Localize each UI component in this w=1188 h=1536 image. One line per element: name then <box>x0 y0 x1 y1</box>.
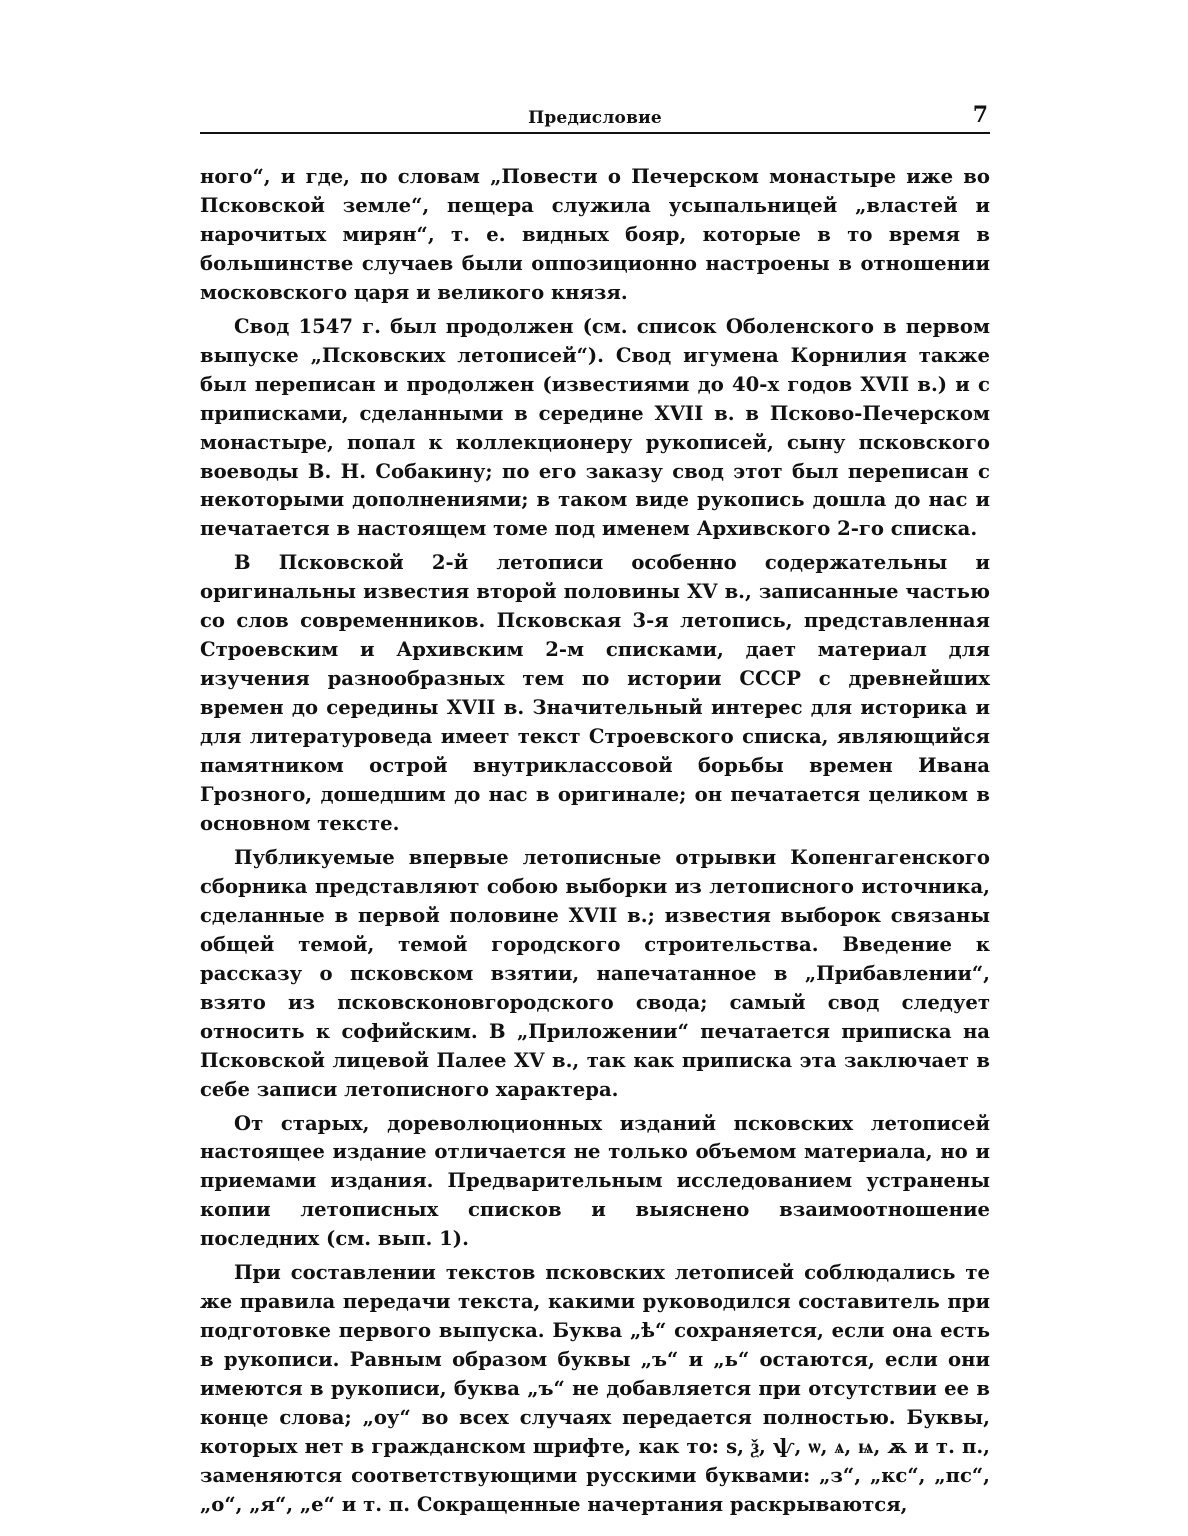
paragraph-continuation: ного“, и где, по словам „Повести о Печерском монастыре иже во Псковской земле“, пещера служила усыпальницей „властей и нарочитых мирян“, т. е. видных бояр, которые в то время в большинстве случаев были оппозиционно настроены в отношении московского царя и великого князя. <box>200 165 990 304</box>
paragraph-svod-1547: Свод 1547 г. был продолжен (см. список Оболенского в первом выпуске „Псковских летописей“). Свод игумена Корнилия также был переписан и продолжен (известиями до 40-х годов XVII в.) и с приписками, сделанными в середине XVII в. в Псково-Печерском монастыре, попал к коллекционеру рукописей, сыну псковского воеводы В. Н. Собакину; по его заказу свод этот был переписан с некоторыми дополнениями; в таком виде рукопись дошла до нас и печатается в настоящем томе под именем Архивского 2-го списка. <box>200 314 990 541</box>
paragraph-transcription-rules: При составлении текстов псковских летописей соблюдались те же правила передачи текста, какими руководился составитель при подготовке первого выпуска. Буква „ѣ“ сохраняется, если она есть в рукописи. Равным образом буквы „ъ“ и „ь“ остаются, если они имеются в рукописи, буква „ъ“ не добавляется при отсутствии ее в конце слова; „оу“ во всех случаях передается полностью. Буквы, которых нет в гражданском шрифте, как то: ѕ, ѯ, ѱ, ѡ, ѧ, ѩ, ѫ и т. п., заменяются соответствующими русскими буквами: „з“, „кс“, „пс“, „о“, „я“, „е“ и т. п. Сокращенные начертания раскрываются, <box>200 1261 990 1516</box>
paragraph-old-editions: От старых, дореволюционных изданий псковских летописей настоящее издание отличается не только объемом материала, но и приемами издания. Предварительным исследованием устранены копии летописных списков и выяснено взаимоотношение последних (см. вып. 1). <box>200 1111 990 1251</box>
paragraph-pskov-2nd-chronicle: В Псковской 2-й летописи особенно содержательны и оригинальны известия второй половины XV в., записанные частью со слов современников. Псковская 3-я летопись, представленная Строевским и Архивским 2-м списками, дает материал для изучения разнообразных тем по истории СССР с древнейших времен до середины XVII в. Значительный интерес для историка и для литературоведа имеет текст Строевского списка, являющийся памятником острой внутриклассовой борьбы времен Ивана Грозного, дошедшим до нас в оригинале; он печатается целиком в основном тексте. <box>200 551 990 835</box>
running-title: Предисловие <box>528 108 662 128</box>
body-text <box>200 163 990 1525</box>
page-number: 7 <box>972 102 988 128</box>
page-header <box>200 102 990 134</box>
paragraph-copenhagen-collection: Публикуемые впервые летописные отрывки Копенгагенского сборника представляют собою выборки из летописного источника, сделанные в первой половине XVII в.; известия выборок связаны общей темой, темой городского строительства. Введение к рассказу о псковском взятии, напечатанное в „Прибавлении“, взято из псковсконовгородского свода; самый свод следует относить к софийским. В „Приложении“ печатается приписка на Псковской лицевой Палее XV в., так как приписка эта заключает в себе записи летописного характера. <box>200 845 990 1101</box>
